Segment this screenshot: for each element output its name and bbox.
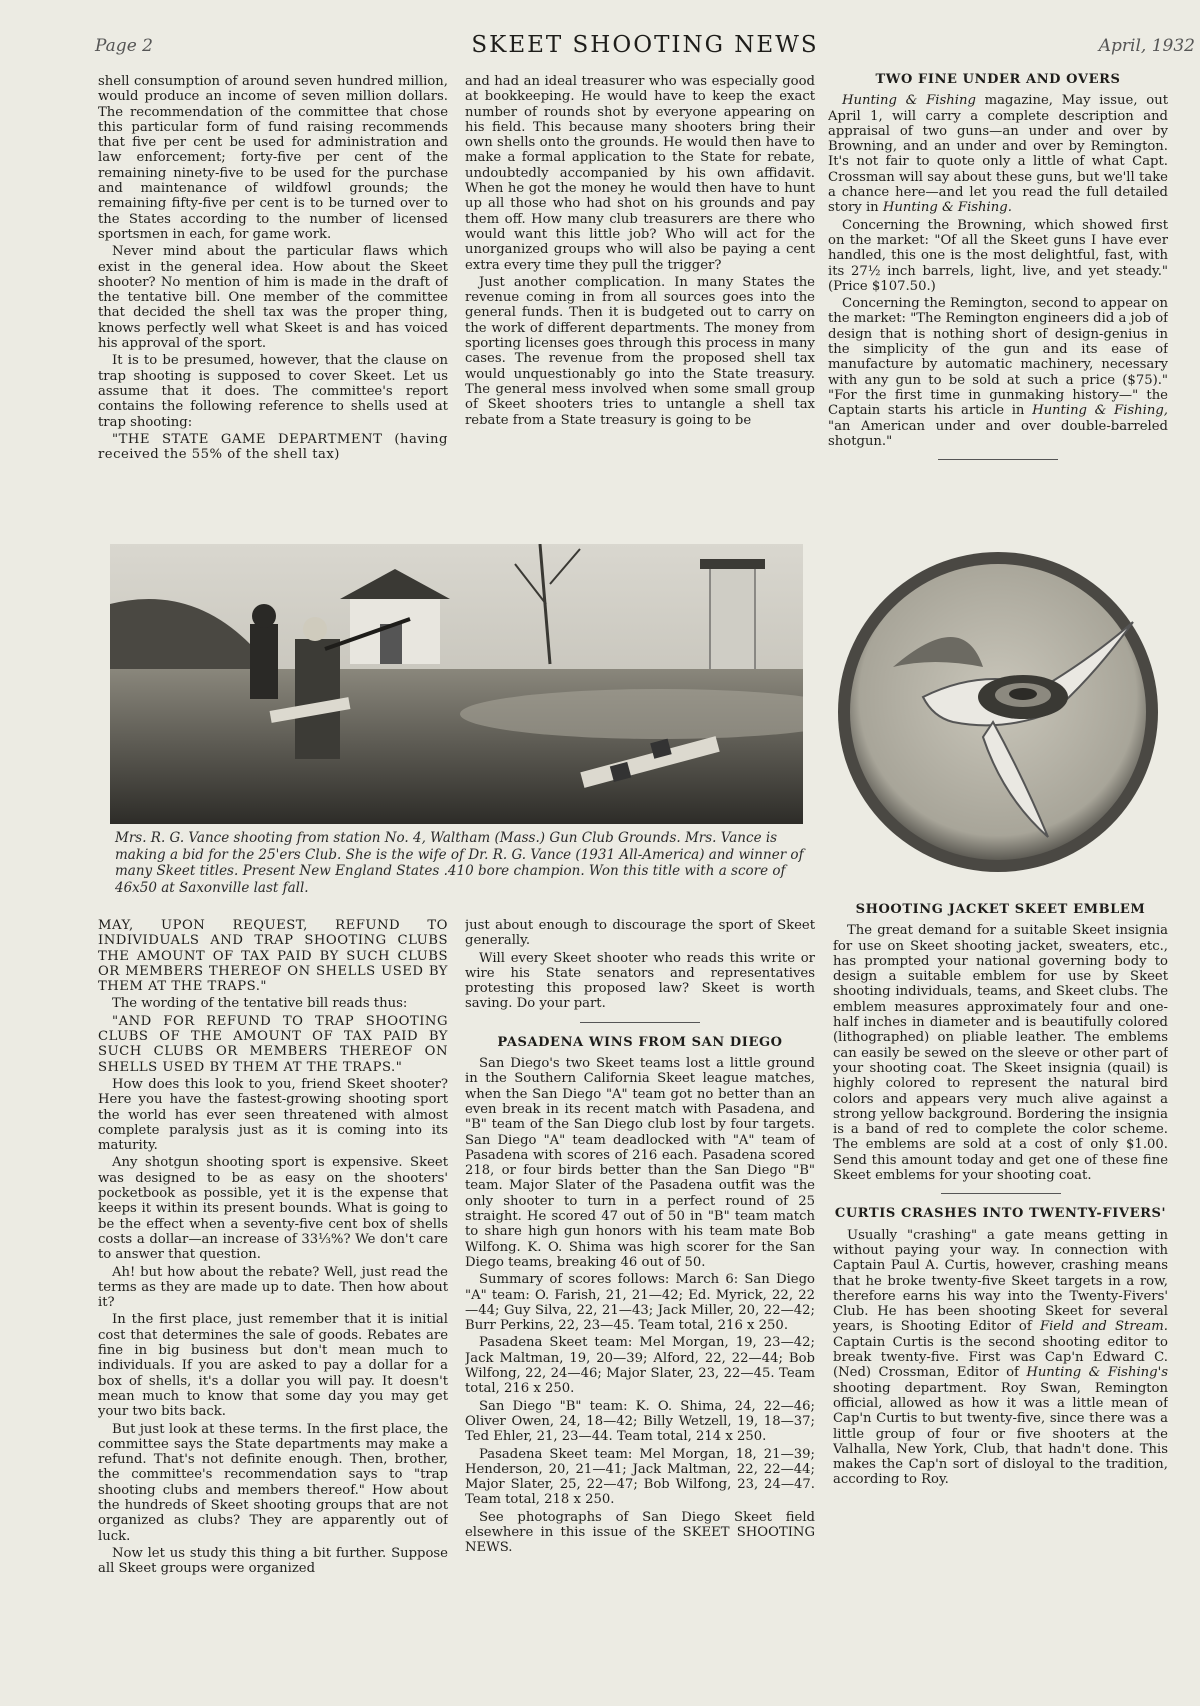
publication-title: SKEET SHOOTING NEWS: [471, 32, 819, 58]
paragraph: San Diego's two Skeet teams lost a little ground in the Southern California Skeet league matches, when the San Diego "A" team got no better than an even break in its recent match with Pasadena, and "B" team of the San Diego club lost by four targets. San Diego "A" team deadlocked with "A" team of Pasadena with scores of 216 each. Pasadena scored 218, or four birds better than the San Diego "B" team. Major Slater of the Pasadena outfit was the only shooter to turn in a perfect round of 25 straight. He scored 47 out of 50 in "B" team match to share high gun honors with his team mate Bob Wilfong. K. O. Shima was high scorer for the San Diego teams, breaking 46 out of 50.: [465, 1056, 815, 1270]
column-1-bottom: [98, 918, 448, 1658]
paragraph: It is to be presumed, however, that the clause on trap shooting is supposed to cover Skeet. Let us assume that it does. The committee's report contains the following reference to shells used at trap shooting:: [98, 353, 448, 430]
article-heading: CURTIS CRASHES INTO TWENTY-FIVERS': [834, 1206, 1167, 1222]
paragraph: Concerning the Browning, which showed first on the market: "Of all the Skeet guns I have ever handled, this one is the most delightful, fast, with its 27½ inch barrels, light, live, and yet steady." (Price $107.50.): [828, 217, 1168, 294]
paragraph: Never mind about the particular flaws which exist in the general idea. How about the Skeet shooter? No mention of him is made in the draft of the tentative bill. One member of the committee that decided the shell tax was the proper thing, knows perfectly well what Skeet is and has voiced his approval of the sport.: [98, 244, 448, 352]
page-header: [95, 30, 1195, 62]
paragraph: How does this look to you, friend Skeet shooter? Here you have the fastest-growing shooting sport the world has ever seen threatened with almost complete paralysis just as it is coming into its maturity.: [98, 1076, 448, 1154]
paragraph: Any shotgun shooting sport is expensive. Skeet was designed to be as easy on the shooters' pocketbook as possible, yet it is the expense that keeps it within its present bounds. What is going to be the effect when a seventy-five cent box of shells costs a dollar—an increase of 33⅓%? We don't care to answer that question.: [98, 1155, 448, 1263]
paragraph: Will every Skeet shooter who reads this write or wire his State senators and representatives protesting this proposed law? Skeet is worth saving. Do your part.: [465, 950, 815, 1012]
magazine-name: Hunting & Fishing.: [882, 200, 1012, 216]
magazine-name: Hunting & Fishing: [842, 93, 976, 109]
paragraph: Pasadena Skeet team: Mel Morgan, 19, 23—42; Jack Maltman, 19, 20—39; Alford, 22, 22—44; Bob Wilfong, 22, 24—46; Major Slater, 23, 22—45. Team total, 216 x 250.: [465, 1335, 815, 1397]
paragraph: Ah! but how about the rebate? Well, just read the terms as they are made up to date. Then how about it?: [98, 1264, 448, 1311]
paragraph: But just look at these terms. In the first place, the committee says the State departments may make a refund. That's not definite enough. Then, brother, the committee's recommendation says to "trap shooting clubs and members thereof." How about the hundreds of Skeet shooting groups that are not organized as clubs? They are apparently out of luck.: [98, 1421, 448, 1544]
issue-date: April, 1932: [1098, 36, 1195, 56]
article-heading: SHOOTING JACKET SKEET EMBLEM: [855, 902, 1146, 917]
article-heading: PASADENA WINS FROM SAN DIEGO: [497, 1034, 783, 1050]
column-2-top: [465, 74, 815, 526]
paragraph: The great demand for a suitable Skeet insignia for use on Skeet shooting jacket, sweaters, etc., has prompted your national governing body to design a suitable emblem for use by Skeet shooting individuals, teams, and Skeet clubs. The emblem measures approximately four and one-half inches in diameter and is beautifully colored (lithographed) on pliable leather. The emblems can easily be sewed on the sleeve or other part of your shooting coat. The Skeet insignia (quail) is highly colored to represent the natural bird colors and appears very much alive against a strong yellow background. Bordering the insignia is a band of red to complete the color scheme. The emblems are sold at a cost of only $1.00. Send this amount today and get one of these fine Skeet emblems for your shooting coat.: [833, 923, 1168, 1184]
paragraph: and had an ideal treasurer who was especially good at bookkeeping. He would have to keep the exact number of rounds shot by everyone appearing on his field. This because many shooters bring their own shells onto the grounds. He would then have to make a formal application to the State for rebate, undoubtedly accompanied by his own affidavit. When he got the money he would then have to hunt up all those who had shot on his grounds and pay them off. How many club treasurers are there who would want this little job? Who will act for the unorganized groups who will also be paying a cent extra every time they pull the trigger?: [465, 74, 815, 273]
column-2-bottom: [465, 918, 815, 1658]
column-1-top: [98, 74, 448, 526]
article-two-fine-under-and-overs: TWO FINE UNDER AND OVERS Hunting & Fishing magazine, May issue, out April 1, will carry a complete description and appraisal of two guns—an under and over by Browning, and an under and over by Remington. It's not fair to quote only a little of what Capt. Crossman will say about these guns, but we'll take a chance here—and let you read the full detailed story in Hunting & Fishing. Concerning the Browning, which showed first on the market: "Of all the Skeet guns I have ever handled, this one is the most delightful, fast, with its 27½ inch barrels, light, live, and yet steady." (Price $107.50.) Concerning the Remington, second to appear on the market: "The Remington engineers did a job of design that is nothing short of design-genius in the simplicity of the gun and its ease of manufacture by automatic machinery, necessary with any gun to be sold at such a price ($75)." "For the first time in gunmaking history—" the Captain starts his article in Hunting & Fishing, "an American under and over double-barreled shotgun.": [828, 70, 1168, 540]
paragraph: Pasadena Skeet team: Mel Morgan, 18, 21—39; Henderson, 20, 21—41; Jack Maltman, 22, 22—44; Major Slater, 25, 22—47; Bob Wilfong, 23, 24—47. Team total, 218 x 250.: [465, 1446, 815, 1508]
paragraph: See photographs of San Diego Skeet field elsewhere in this issue of the SKEET SHOOTING NEWS.: [465, 1509, 815, 1556]
paragraph: "AND FOR REFUND TO TRAP SHOOTING CLUBS OF THE AMOUNT OF TAX PAID BY SUCH CLUBS OR MEMBERS THEREOF ON SHELLS USED BY THEM AT THE TRAPS.": [98, 1013, 448, 1075]
magazine-name: Field and Stream.: [1039, 1319, 1168, 1335]
article-heading: TWO FINE UNDER AND OVERS: [875, 72, 1121, 87]
paragraph: San Diego "B" team: K. O. Shima, 24, 22—46; Oliver Owen, 24, 18—42; Billy Wetzell, 19, 18—37; Ted Ehler, 21, 23—44. Team total, 214 x 250.: [465, 1398, 815, 1445]
paragraph: MAY, UPON REQUEST, REFUND TO INDIVIDUALS AND TRAP SHOOTING CLUBS THE AMOUNT OF TAX PAID BY SUCH CLUBS OR MEMBERS THEREOF ON SHELLS USED BY THEM AT THE TRAPS.": [98, 918, 448, 995]
paragraph: In the first place, just remember that it is initial cost that determines the sale of goods. Rebates are fine in big business but don't mean much to individuals. If you are asked to pay a dollar for a box of shells, it's a dollar you will pay. It doesn't mean much to know that some day you may get your two bits back.: [98, 1312, 448, 1420]
emblem-illustration: [833, 547, 1163, 877]
photo-skeet-emblem: [833, 547, 1163, 877]
paragraph: Just another complication. In many States the revenue coming in from all sources goes into the general funds. Then it is budgeted out to carry on the work of different departments. The money from sporting licenses goes through this process in many cases. The revenue from the proposed shell tax would unquestionably go into the State treasury. The general mess involved when some small group of Skeet shooters tries to untangle a shell tax rebate from a State treasury is going to be: [465, 274, 815, 428]
photo-vance-shooting: [110, 544, 803, 824]
photo-caption: Mrs. R. G. Vance shooting from station No. 4, Waltham (Mass.) Gun Club Grounds. Mrs. Vance is making a bid for the 25'ers Club. She is the wife of Dr. R. G. Vance (1931 All-America) and winner of many Skeet titles. Present New England States .410 bore champion. Won this title with a score of 46x50 at Saxonville last fall.: [115, 830, 804, 896]
paragraph: Now let us study this thing a bit further. Suppose all Skeet groups were organized: [98, 1545, 448, 1577]
paragraph: shell consumption of around seven hundred million, would produce an income of seven million dollars. The recommendation of the committee that chose this particular form of fund raising recommends that five per cent be used for administration and law enforcement; forty-five per cent of the remaining ninety-five to be used for the purchase and maintenance of wildfowl grounds; the remaining fifty-five per cent is to be turned over to the States according to the number of licensed sportsmen in each, for game work.: [98, 74, 448, 242]
paragraph: Summary of scores follows: March 6: San Diego "A" team: O. Farish, 21, 21—42; Ed. Myrick, 22, 22—44; Guy Silva, 22, 21—43; Jack Miller, 20, 22—42; Burr Perkins, 22, 23—45. Team total, 216 x 250.: [465, 1272, 815, 1334]
photo-illustration: [110, 544, 803, 824]
paragraph: The wording of the tentative bill reads thus:: [112, 996, 408, 1012]
paragraph: "THE STATE GAME DEPARTMENT (having received the 55% of the shell tax): [98, 431, 448, 463]
divider: [938, 459, 1058, 460]
page-number: Page 2: [95, 36, 153, 56]
divider: [580, 1022, 700, 1023]
magazine-name: Hunting & Fishing,: [1032, 403, 1168, 419]
magazine-name: Hunting & Fishing's: [1026, 1365, 1168, 1381]
column-3-bottom: SHOOTING JACKET SKEET EMBLEM The great demand for a suitable Skeet insignia for use on Skeet shooting jacket, sweaters, etc., has prompted your national governing body to design a suitable emblem for use by Skeet shooting individuals, teams, and Skeet clubs. The emblem measures approximately four and one-half inches in diameter and is beautifully colored (lithographed) on pliable leather. The emblems can easily be sewed on the sleeve or other part of your shooting coat. The Skeet insignia (quail) is highly colored to represent the natural bird colors and appears very much alive against a strong yellow background. Bordering the insignia is a band of red to complete the color scheme. The emblems are sold at a cost of only $1.00. Send this amount today and get one of these fine Skeet emblems for your shooting coat. CURTIS CRASHES INTO TWENTY-FIVERS' Usually "crashing" a gate means getting in without paying your way. In connection with Captain Paul A. Curtis, however, crashing means that he broke twenty-five Skeet targets in a row, therefore earns his way into the Twenty-Fivers' Club. He has been shooting Skeet for several years, is Shooting Editor of Field and Stream. Captain Curtis is the second shooting editor to break twenty-five. First was Cap'n Edward C. (Ned) Crossman, Editor of Hunting & Fishing's shooting department. Roy Swan, Remington official, allowed as how it was a little mean of Cap'n Curtis to but twenty-five, since there was a little group of four or five shooters at the Valhalla, New York, Club, that hadn't done. This makes the Cap'n sort of disloyal to the tradition, according to Roy.: [833, 902, 1168, 1488]
divider: [941, 1193, 1061, 1194]
paragraph: just about enough to discourage the sport of Skeet generally.: [465, 918, 815, 949]
